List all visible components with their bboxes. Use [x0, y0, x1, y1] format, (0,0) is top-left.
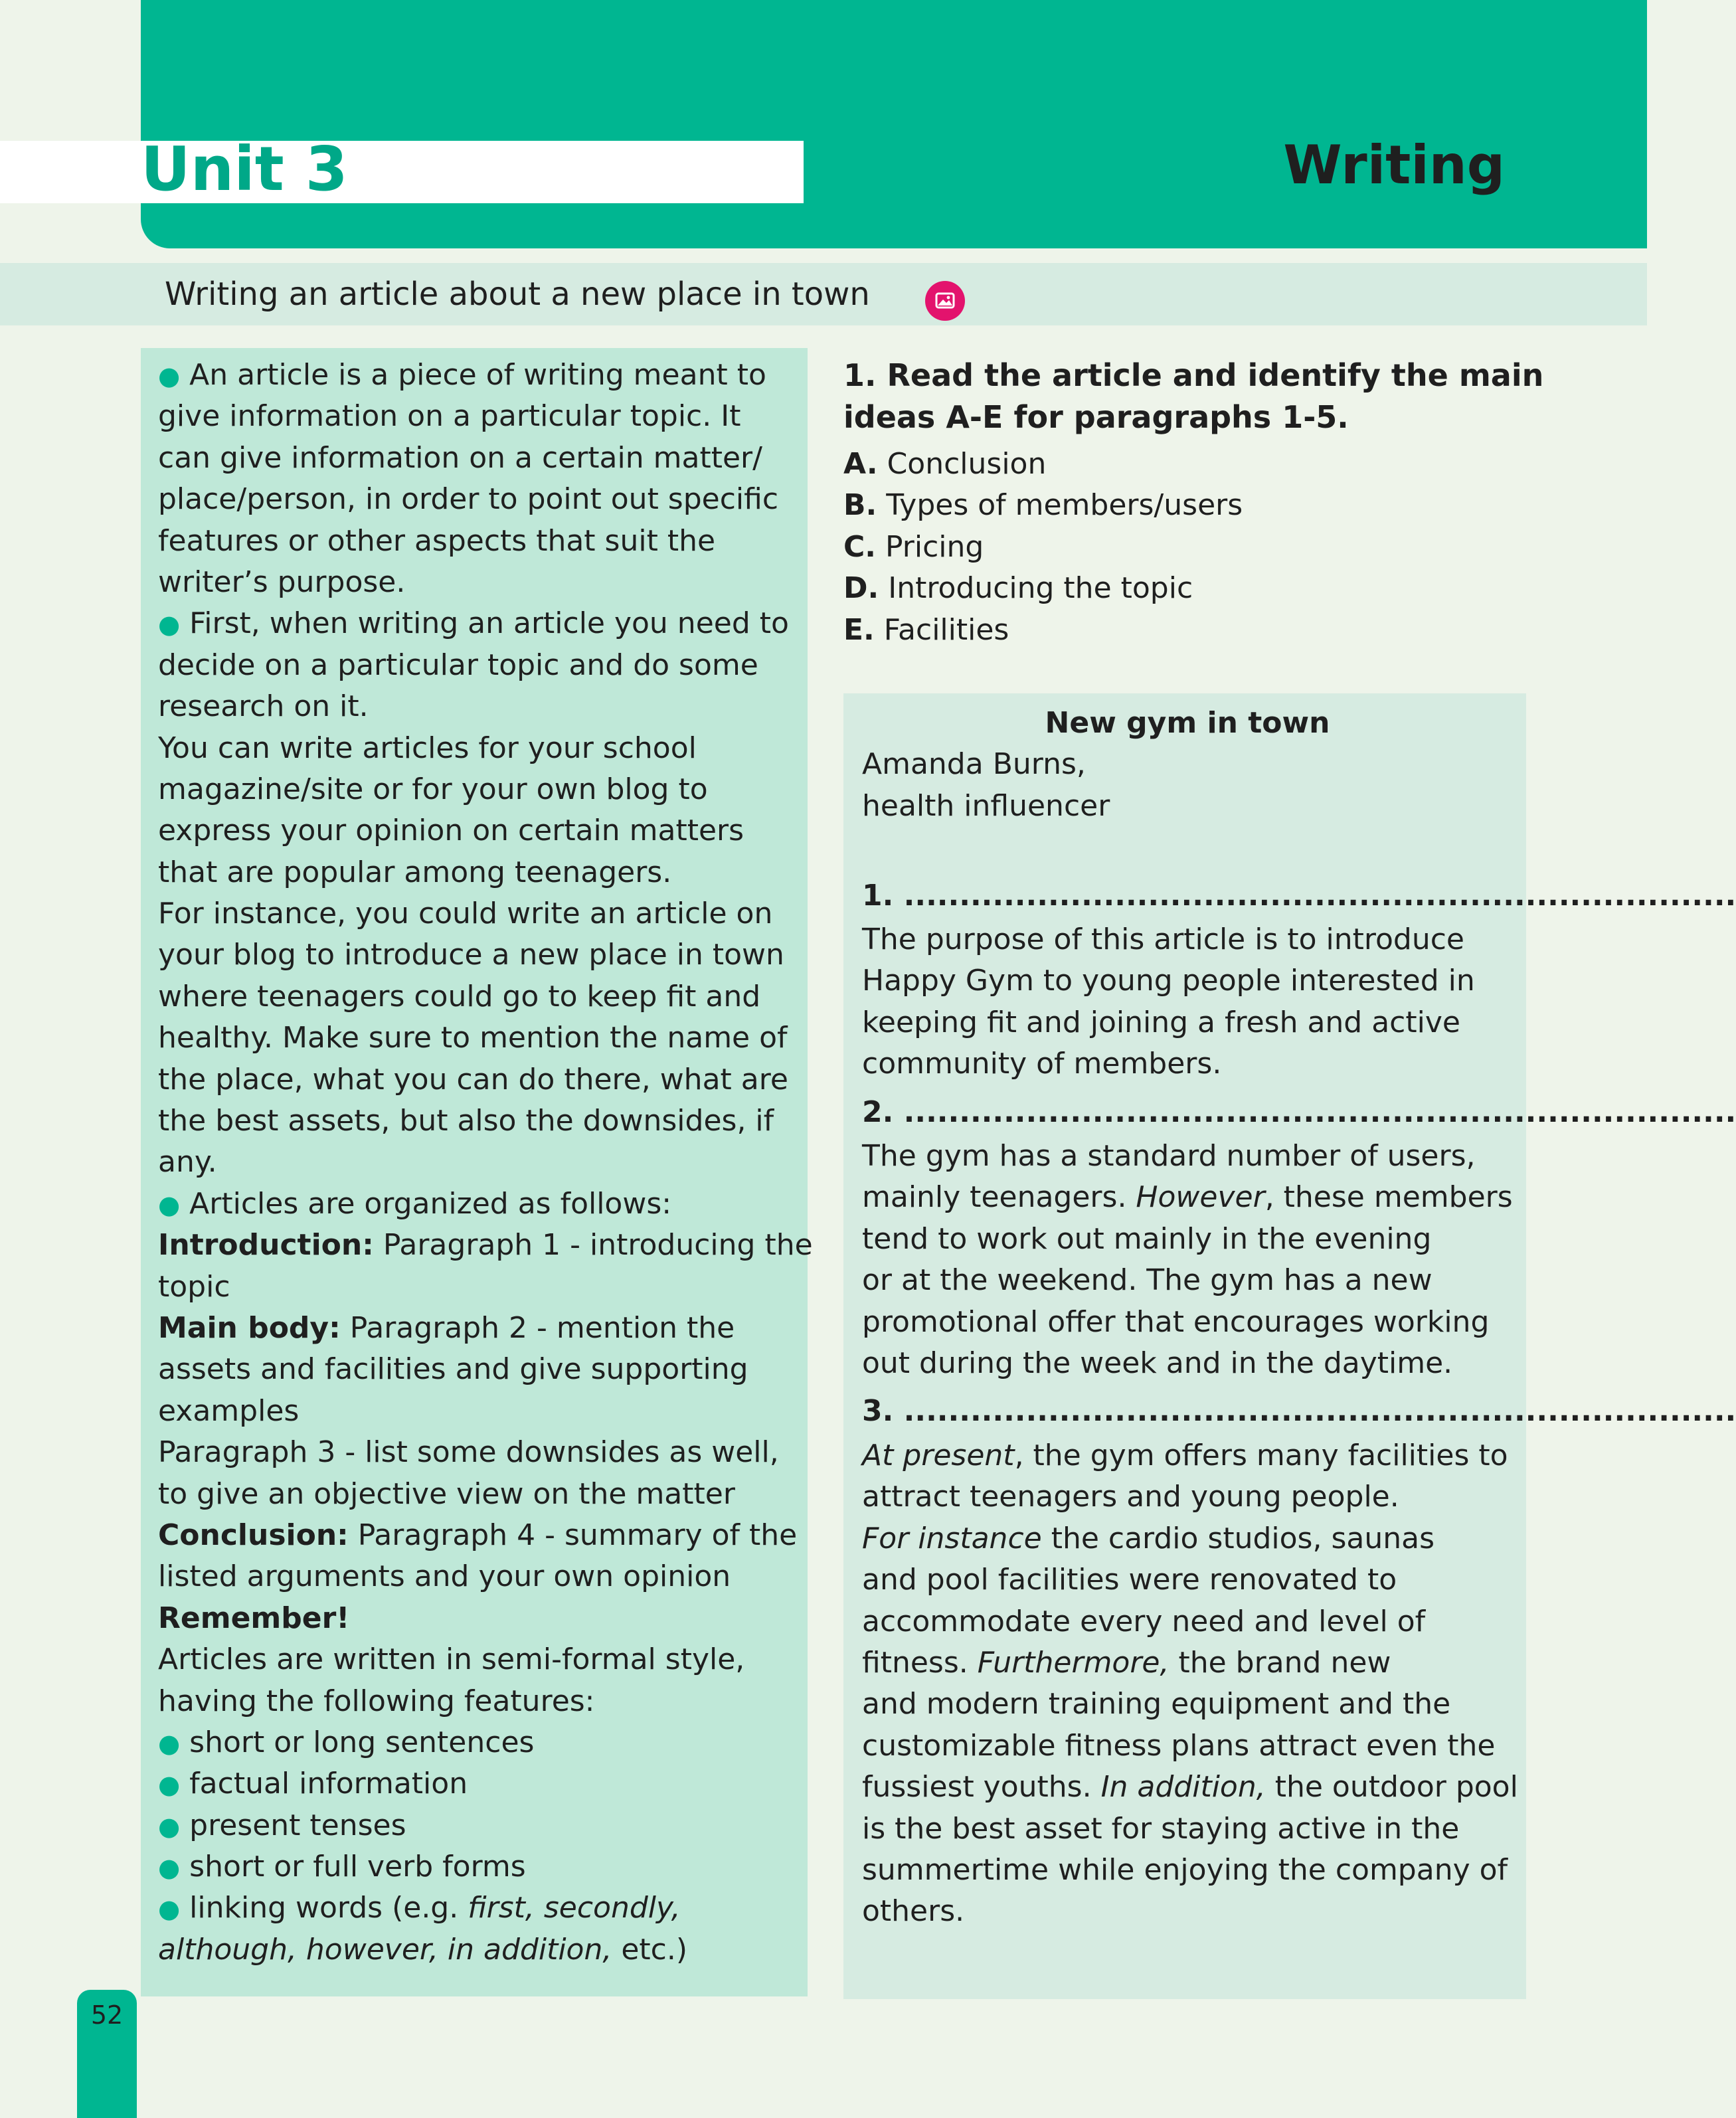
lesson-subtitle: Writing an article about a new place in town	[165, 276, 870, 313]
article-line: and pool facilities were renovated to	[862, 1563, 1397, 1597]
task-instruction: 1. Read the article and identify the main	[843, 357, 1544, 393]
guidance-line: features or other aspects that suit the	[158, 523, 716, 558]
bullet-dot: ●	[158, 361, 181, 391]
article-content	[862, 703, 1736, 1933]
article-line: accommodate every need and level of	[862, 1604, 1426, 1638]
conclusion-label: Conclusion:	[158, 1518, 349, 1552]
article-line: keeping fit and joining a fresh and active	[862, 1005, 1460, 1039]
guidance-line: examples	[158, 1393, 300, 1428]
article-line: promotional offer that encourages working	[862, 1304, 1490, 1339]
guidance-line: Paragraph 2 - mention the	[340, 1310, 735, 1345]
option-letter: A.	[843, 447, 878, 481]
article-line: others.	[862, 1894, 965, 1929]
guidance-line: Articles are organized as follows:	[189, 1186, 672, 1221]
guidance-line: research on it.	[158, 689, 369, 724]
bullet-dot: ●	[158, 1894, 181, 1924]
article-author: Amanda Burns,	[862, 747, 1086, 782]
paragraph-3-blank[interactable]: 3. ...........................................................................	[862, 1394, 1736, 1429]
guidance-line: express your opinion on certain matters	[158, 814, 744, 848]
option-item	[843, 485, 1527, 526]
guidance-line: give information on a particular topic. It	[158, 399, 741, 434]
feature-item: short or full verb forms	[189, 1850, 526, 1884]
article-line: is the best asset for staying active in the	[862, 1811, 1460, 1846]
bullet-dot: ●	[158, 1728, 181, 1758]
option-item	[843, 444, 1527, 485]
article-line: fitness.	[862, 1645, 978, 1680]
section-title: Writing	[1283, 134, 1505, 196]
guidance-line: any.	[158, 1145, 217, 1180]
article-line: and modern training equipment and the	[862, 1687, 1451, 1721]
feature-item: present tenses	[189, 1808, 406, 1842]
guidance-line: your blog to introduce a new place in town	[158, 938, 784, 972]
option-text: Conclusion	[877, 447, 1047, 481]
guidance-line: to give an objective view on the matter	[158, 1476, 735, 1511]
image-icon[interactable]	[925, 281, 965, 321]
guidance-line: First, when writing an article you need to	[189, 606, 789, 641]
article-line: or at the weekend. The gym has a new	[862, 1263, 1432, 1298]
guidance-line: magazine/site or for your own blog to	[158, 772, 708, 806]
bullet-dot: ●	[158, 1770, 181, 1800]
article-title: New gym in town	[1045, 706, 1330, 740]
task-section	[843, 355, 1544, 651]
bullet-dot: ●	[158, 610, 181, 640]
paragraph-1-blank[interactable]: 1. ...........................................................................	[862, 878, 1736, 913]
article-line: the outdoor pool	[1265, 1770, 1518, 1805]
article-line: mainly teenagers.	[862, 1180, 1136, 1215]
guidance-line: Paragraph 1 - introducing the	[373, 1228, 813, 1263]
guidance-line: assets and facilities and give supporting	[158, 1352, 748, 1387]
guidance-line: the place, what you can do there, what are	[158, 1062, 788, 1097]
guidance-line: topic	[158, 1269, 230, 1304]
options-list	[843, 444, 1527, 651]
article-line: Happy Gym to young people interested in	[862, 964, 1475, 998]
guidance-line: You can write articles for your school	[158, 731, 697, 765]
linking-word: At present	[862, 1438, 1015, 1472]
option-text: Pricing	[876, 529, 984, 564]
guidance-line: listed arguments and your own opinion	[158, 1559, 731, 1594]
guidance-line: decide on a particular topic and do some	[158, 648, 758, 682]
feature-item: factual information	[189, 1767, 468, 1801]
article-line: tend to work out mainly in the evening	[862, 1221, 1432, 1256]
article-line: customizable fitness plans attract even the	[862, 1728, 1496, 1763]
linking-word: Furthermore,	[977, 1645, 1170, 1680]
option-item	[843, 527, 1527, 568]
linking-words-examples: although, however, in addition,	[158, 1932, 612, 1967]
article-box	[843, 693, 1736, 1999]
article-line: , these members	[1264, 1180, 1513, 1215]
option-letter: B.	[843, 488, 877, 523]
linking-word: In addition,	[1100, 1770, 1266, 1805]
main-body-label: Main body:	[158, 1310, 341, 1345]
feature-item: linking words (e.g.	[189, 1891, 468, 1925]
article-line: fussiest youths.	[862, 1770, 1101, 1805]
article-line: The purpose of this article is to introduce	[862, 923, 1465, 957]
guidance-line: Paragraph 4 - summary of the	[348, 1518, 798, 1552]
guidance-line: having the following features:	[158, 1684, 595, 1718]
guidance-line: etc.)	[612, 1932, 687, 1967]
article-line: out during the week and in the daytime.	[862, 1346, 1453, 1381]
article-line: summertime while enjoying the company of	[862, 1852, 1508, 1887]
article-line: community of members.	[862, 1047, 1222, 1081]
linking-word: However	[1136, 1180, 1265, 1215]
option-letter: D.	[843, 571, 879, 606]
option-letter: C.	[843, 529, 877, 564]
guidance-text	[158, 355, 813, 1971]
article-author-role: health influencer	[862, 788, 1110, 823]
linking-words-examples: first, secondly,	[468, 1891, 681, 1925]
guidance-line: For instance, you could write an article on	[158, 897, 773, 931]
option-text: Introducing the topic	[879, 571, 1193, 606]
option-text: Types of members/users	[877, 488, 1243, 523]
remember-heading: Remember!	[158, 1601, 350, 1635]
guidance-line: healthy. Make sure to mention the name of	[158, 1021, 788, 1055]
guidance-line: that are popular among teenagers.	[158, 855, 672, 889]
bullet-dot: ●	[158, 1853, 181, 1883]
unit-title-strip	[0, 141, 804, 203]
guidance-line: can give information on a certain matter/	[158, 440, 762, 475]
option-letter: E.	[843, 612, 875, 647]
linking-word: For instance	[862, 1521, 1042, 1555]
guidance-line: Articles are written in semi-formal style,	[158, 1642, 745, 1677]
article-line: the brand new	[1169, 1645, 1391, 1680]
option-item	[843, 610, 1527, 651]
guidance-line: the best assets, but also the downsides, if	[158, 1104, 774, 1138]
article-line: the cardio studios, saunas	[1041, 1521, 1434, 1555]
guidance-line: writer’s purpose.	[158, 565, 406, 599]
article-line: , the gym offers many facilities to	[1014, 1438, 1508, 1472]
option-text: Facilities	[874, 612, 1009, 647]
unit-title: Unit 3	[141, 133, 348, 205]
paragraph-2-blank[interactable]: 2. ...........................................................................	[862, 1095, 1736, 1129]
introduction-label: Introduction:	[158, 1228, 374, 1263]
page-number: 52	[90, 2000, 124, 2030]
guidance-line: where teenagers could go to keep fit and	[158, 979, 761, 1014]
header-band	[141, 0, 1647, 248]
bullet-dot: ●	[158, 1190, 181, 1219]
article-line: The gym has a standard number of users,	[862, 1139, 1476, 1174]
task-instruction: ideas A-E for paragraphs 1-5.	[843, 399, 1349, 435]
guidance-line: place/person, in order to point out specific	[158, 482, 779, 517]
bullet-dot: ●	[158, 1811, 181, 1841]
guidance-line: Paragraph 3 - list some downsides as well,	[158, 1435, 779, 1470]
article-line: attract teenagers and young people.	[862, 1480, 1399, 1514]
feature-item: short or long sentences	[189, 1725, 535, 1759]
guidance-line: An article is a piece of writing meant to	[189, 358, 766, 392]
option-item	[843, 568, 1527, 609]
